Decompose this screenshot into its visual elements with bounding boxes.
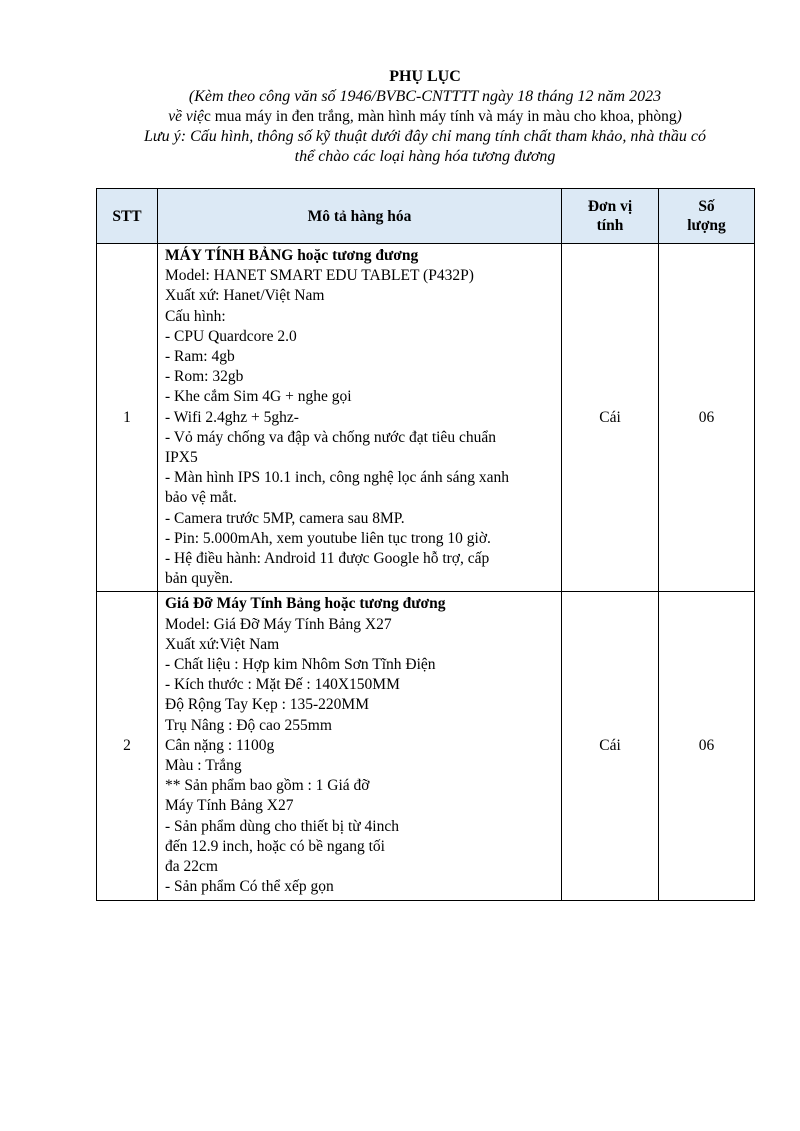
header-unit — [562, 189, 659, 244]
description-line: - Kích thước : Mặt Đế : 140X150MM — [165, 676, 400, 694]
description-line: - Wifi 2.4ghz + 5ghz- — [165, 408, 299, 426]
description-line: MÁY TÍNH BẢNG hoặc tương đương — [165, 247, 419, 264]
row-quantity: 06 — [659, 592, 755, 900]
description-line: - Ram: 4gb — [165, 348, 235, 366]
table-row — [97, 244, 755, 592]
description-line: IPX5 — [165, 449, 198, 467]
description-line: Cân nặng : 1100g — [165, 736, 275, 754]
row-stt: 1 — [97, 244, 158, 592]
page-title: PHỤ LỤC — [389, 68, 461, 85]
table-header-row — [97, 189, 755, 244]
row-description — [158, 592, 562, 900]
description-line: ** Sản phẩm bao gồm : 1 Giá đỡ — [165, 777, 370, 795]
header-line-2-prefix: về việ — [168, 108, 204, 125]
description-line: - Rom: 32gb — [165, 368, 244, 386]
header-quantity — [659, 189, 755, 244]
description-line: - Camera trước 5MP, camera sau 8MP. — [165, 509, 405, 527]
row-unit: Cái — [562, 244, 659, 592]
description-line: bảo vệ mắt. — [165, 489, 237, 507]
description-line: - Khe cắm Sim 4G + nghe gọi — [165, 388, 352, 406]
header-line-2-main: c mua máy in đen trắng, màn hình máy tính và máy in màu cho khoa, phòng — [203, 108, 677, 125]
table-row — [97, 592, 755, 900]
header-unit-line-2: tính — [596, 217, 624, 234]
description-line: - Sản phẩm dùng cho thiết bị từ 4inch — [165, 817, 399, 835]
description-line: Giá Đỡ Máy Tính Bảng hoặc tương đương — [165, 595, 446, 613]
description-line: Màu : Trắng — [165, 757, 242, 775]
header-unit-line-1: Đơn vị — [587, 198, 633, 215]
header-line-4: thể chào các loại hàng hóa tương đương — [294, 148, 556, 165]
header-quantity-line-2: lượng — [687, 217, 726, 234]
goods-table — [96, 188, 755, 901]
row-quantity: 06 — [659, 244, 755, 592]
description-line: - Hệ điều hành: Android 11 được Google hỗ trợ, cấp — [165, 550, 490, 568]
header-quantity-line-1: Số — [698, 198, 715, 215]
description-line: Model: HANET SMART EDU TABLET (P432P) — [165, 267, 474, 285]
description-line: - CPU Quardcore 2.0 — [165, 327, 297, 345]
description-line: đến 12.9 inch, hoặc có bề ngang tối — [165, 837, 385, 855]
description-line: - Vỏ máy chống va đập và chống nước đạt tiêu chuẩn — [165, 428, 496, 446]
description-line: Cấu hình: — [165, 307, 226, 325]
description-line: bản quyền. — [165, 570, 234, 588]
row-unit: Cái — [562, 592, 659, 900]
description-line: - Sản phẩm Có thể xếp gọn — [165, 878, 334, 896]
description-line: đa 22cm — [165, 858, 218, 876]
header-description: Mô tả hàng hóa — [158, 189, 562, 244]
header-line-2-suffix: ) — [676, 108, 682, 125]
header-line-1: (Kèm theo công văn số 1946/BVBC-CNTTTT ngày 18 tháng 12 năm 2023 — [188, 88, 662, 105]
description-line: Độ Rộng Tay Kẹp : 135-220MM — [165, 696, 369, 714]
description-line: Model: Giá Đỡ Máy Tính Bảng X27 — [165, 615, 392, 633]
description-line: Máy Tính Bảng X27 — [165, 797, 294, 815]
row-description — [158, 244, 562, 592]
description-line: Trụ Nâng : Độ cao 255mm — [165, 716, 332, 734]
header-stt: STT — [97, 189, 158, 244]
description-line: - Màn hình IPS 10.1 inch, công nghệ lọc ánh sáng xanh — [165, 469, 509, 487]
row-stt: 2 — [97, 592, 158, 900]
description-line: Xuất xứ: Hanet/Việt Nam — [165, 287, 325, 305]
description-line: Xuất xứ:Việt Nam — [165, 635, 280, 653]
header-line-3: Lưu ý: Cấu hình, thông số kỹ thuật dưới đây chỉ mang tính chất tham khảo, nhà thầu có — [144, 128, 706, 145]
header-line-2 — [96, 107, 754, 127]
description-line: - Pin: 5.000mAh, xem youtube liên tục trong 10 giờ. — [165, 529, 491, 547]
document-header — [96, 66, 754, 167]
description-line: - Chất liệu : Hợp kim Nhôm Sơn Tĩnh Điện — [165, 656, 436, 674]
